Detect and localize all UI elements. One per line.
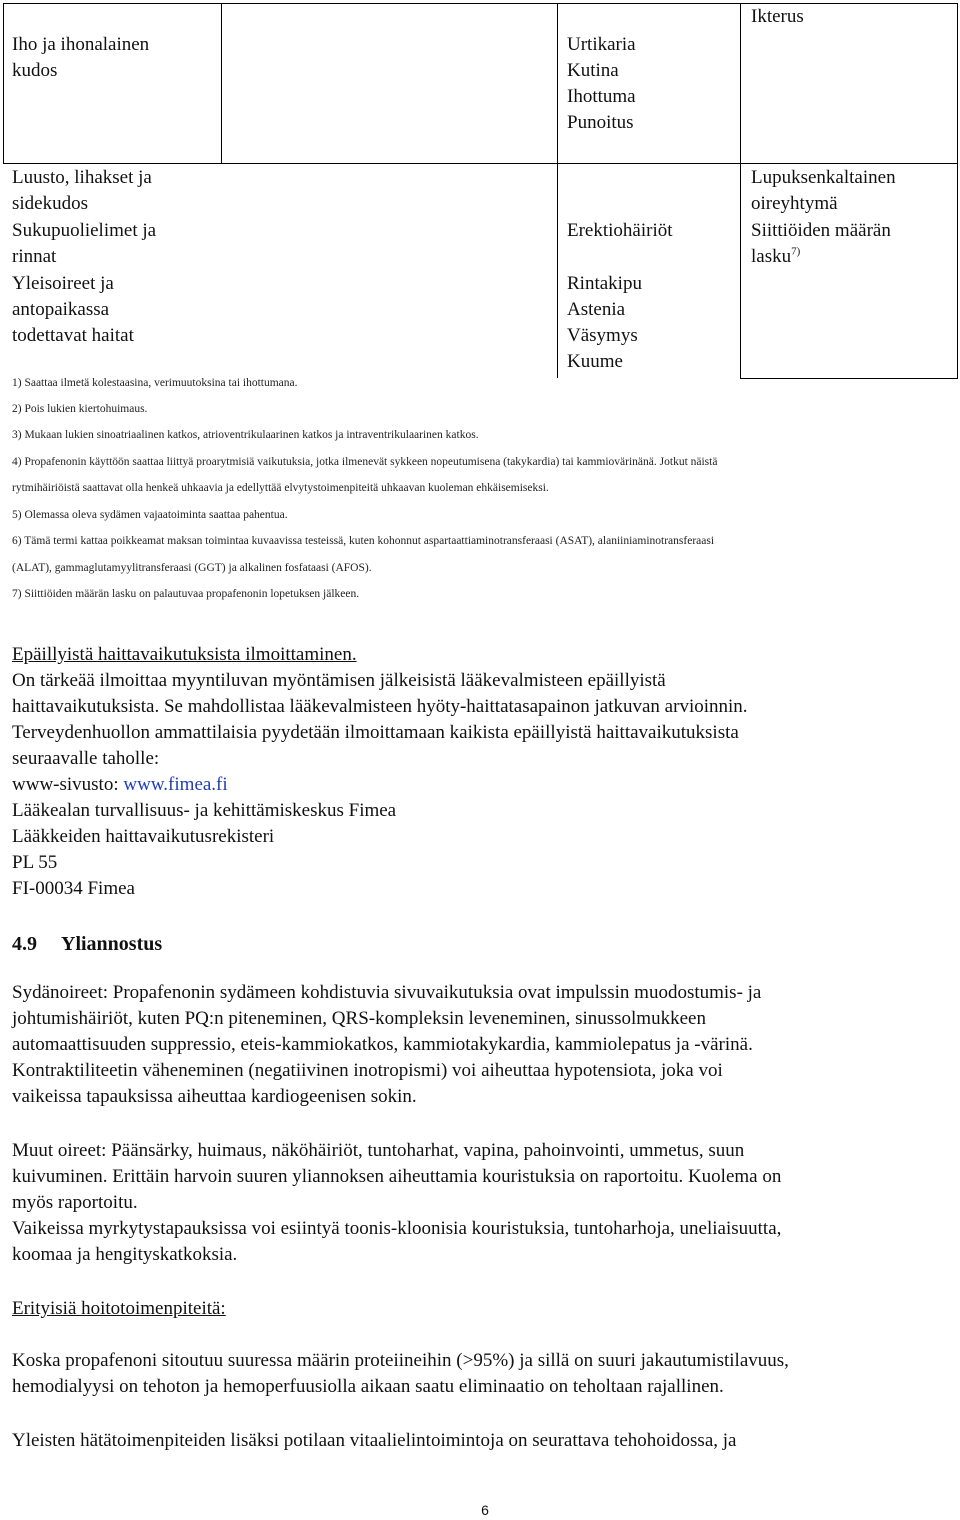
address-line: Lääkkeiden haittavaikutusrekisteri (12, 826, 275, 847)
table-cell-organ: Yleisoireet ja antopaikassa todettavat haitat (12, 273, 134, 346)
footnote: 3) Mukaan lukien sinoatriaalinen katkos, atrioventrikulaarinen katkos ja intraventrikulaarinen katkos. (12, 429, 479, 441)
paragraph-special: Koska propafenoni sitoutuu suuressa määrin proteiineihin (>95%) ja sillä on suuri jakautumistilavuus, hemodialyysi on tehoton ja hemoperfuusiolla aikaan saatu eliminaatio on teholtaan rajallinen. (12, 1350, 789, 1397)
footnote: 7) Siittiöiden määrän lasku on palautuvaa propafenonin lopetuksen jälkeen. (12, 588, 360, 600)
table-cell-effects: Rintakipu Astenia Väsymys Kuume (567, 273, 642, 372)
table-border-bottom (740, 378, 958, 379)
paragraph-other: Muut oireet: Päänsärky, huimaus, näköhäiriöt, tuntoharhat, vapina, pahoinvointi, ummetus, suun kuivuminen. Erittäin harvoin suuren yliannoksen aiheuttamia kouristuksia on raportoitu. Kuolema on myös raportoitu. Vaikeissa myrkytystapauksissa voi esiintyä toonis-kloonisia kouristuksia, tuntoharhoja, uneliaisuutta, koomaa ja hengityskatkoksia. (12, 1140, 782, 1265)
reporting-line: haittavaikutuksista. Se mahdollistaa lääkevalmisteen hyöty-haittatasapainon jatkuvan arvioinnin. (12, 696, 748, 717)
table-col-divider (221, 3, 222, 163)
reporting-line: On tärkeää ilmoittaa myyntiluvan myöntämisen jälkeisistä lääkevalmisteen epäillyistä (12, 670, 666, 691)
footnote: 4) Propafenonin käyttöön saattaa liittyä proarytmisiä vaikutuksia, jotka ilmenevät sykkeen nopeutumisena (takykardia) tai kammiovärinänä. Jotkut näistä (12, 456, 718, 468)
footnote: 6) Tämä termi kattaa poikkeamat maksan toimintaa kuvaavissa testeissä, kuten kohonnut aspartaattiaminotransferaasi (ASAT), alaniiniaminotransferaasi (12, 535, 715, 547)
table-border-right (957, 3, 958, 378)
table-border-left (3, 3, 4, 163)
footnote: 5) Olemassa oleva sydämen vajaatoiminta saattaa pahentua. (12, 509, 288, 521)
website-line (12, 772, 942, 798)
reporting-line: Terveydenhuollon ammattilaisia pyydetään ilmoittamaan kaikista epäillyistä haittavaikutuksista (12, 722, 739, 743)
footnote: 2) Pois lukien kiertohuimaus. (12, 403, 148, 415)
footnote: rytmihäiriöistä saattavat olla henkeä uhkaavia ja edellyttää elvytystoimenpiteitä uhkaavan kuoleman ehkäisemiseksi. (12, 482, 549, 494)
section-title: Yliannostus (61, 933, 163, 955)
reporting-heading: Epäillyistä haittavaikutuksista ilmoittaminen. (12, 644, 357, 665)
table-col-divider (740, 3, 741, 378)
table-cell-organ: Iho ja ihonalainen kudos (12, 34, 150, 81)
website-label: www-sivusto: (12, 774, 124, 795)
address-line: Lääkealan turvallisuus- ja kehittämiskeskus Fimea (12, 800, 397, 821)
website-link[interactable]: www.fimea.fi (123, 774, 228, 795)
footnote: (ALAT), gammaglutamyylitransferaasi (GGT) ja alkalinen fosfataasi (AFOS). (12, 562, 372, 574)
table-cell-effects: Ikterus (751, 6, 804, 27)
footnote-ref: 7) (791, 245, 801, 258)
special-measures-heading: Erityisiä hoitotoimenpiteitä: (12, 1298, 226, 1319)
address-line: FI-00034 Fimea (12, 878, 135, 899)
table-cell-organ: Sukupuolielimet ja rinnat (12, 220, 157, 267)
table-border-top (3, 3, 958, 4)
table-cell-effects: Siittiöiden määrän lasku$^{7)}$ (751, 220, 891, 267)
page-number: 6 (481, 1502, 489, 1518)
table-cell-effects: Lupuksenkaltainen oireyhtymä (751, 167, 896, 214)
table-cell-effects: Urtikaria Kutina Ihottuma Punoitus (567, 34, 636, 133)
table-col-divider (557, 3, 558, 378)
section-number: 4.9 (12, 933, 37, 955)
paragraph-general: Yleisten hätätoimenpiteiden lisäksi potilaan vitaalielintoimintoja on seurattava tehohoidossa, ja (12, 1430, 737, 1451)
table-divider (3, 163, 958, 164)
reporting-line: seuraavalle taholle: (12, 748, 160, 769)
table-cell-effects: Erektiohäiriöt (567, 220, 673, 241)
section-heading (12, 930, 162, 958)
footnote: 1) Saattaa ilmetä kolestaasina, verimuutoksina tai ihottumana. (12, 377, 298, 389)
reporting-section (12, 642, 942, 902)
address-line: PL 55 (12, 852, 58, 873)
paragraph-cardiac: Sydänoireet: Propafenonin sydämeen kohdistuvia sivuvaikutuksia ovat impulssin muodostumis- ja johtumishäiriöt, kuten PQ:n piteneminen, QRS-kompleksin leveneminen, sinussolmukkeen automaattisuuden suppressio, eteis-kammiokatkos, kammiotakykardia, kammiolepatus ja -värinä. Kontraktiliteetin väheneminen (negatiivinen inotropismi) voi aiheuttaa hypotensiota, joka voi vaikeissa tapauksissa aiheuttaa kardiogeenisen sokin. (12, 982, 762, 1107)
table-cell-organ: Luusto, lihakset ja sidekudos (12, 167, 152, 214)
